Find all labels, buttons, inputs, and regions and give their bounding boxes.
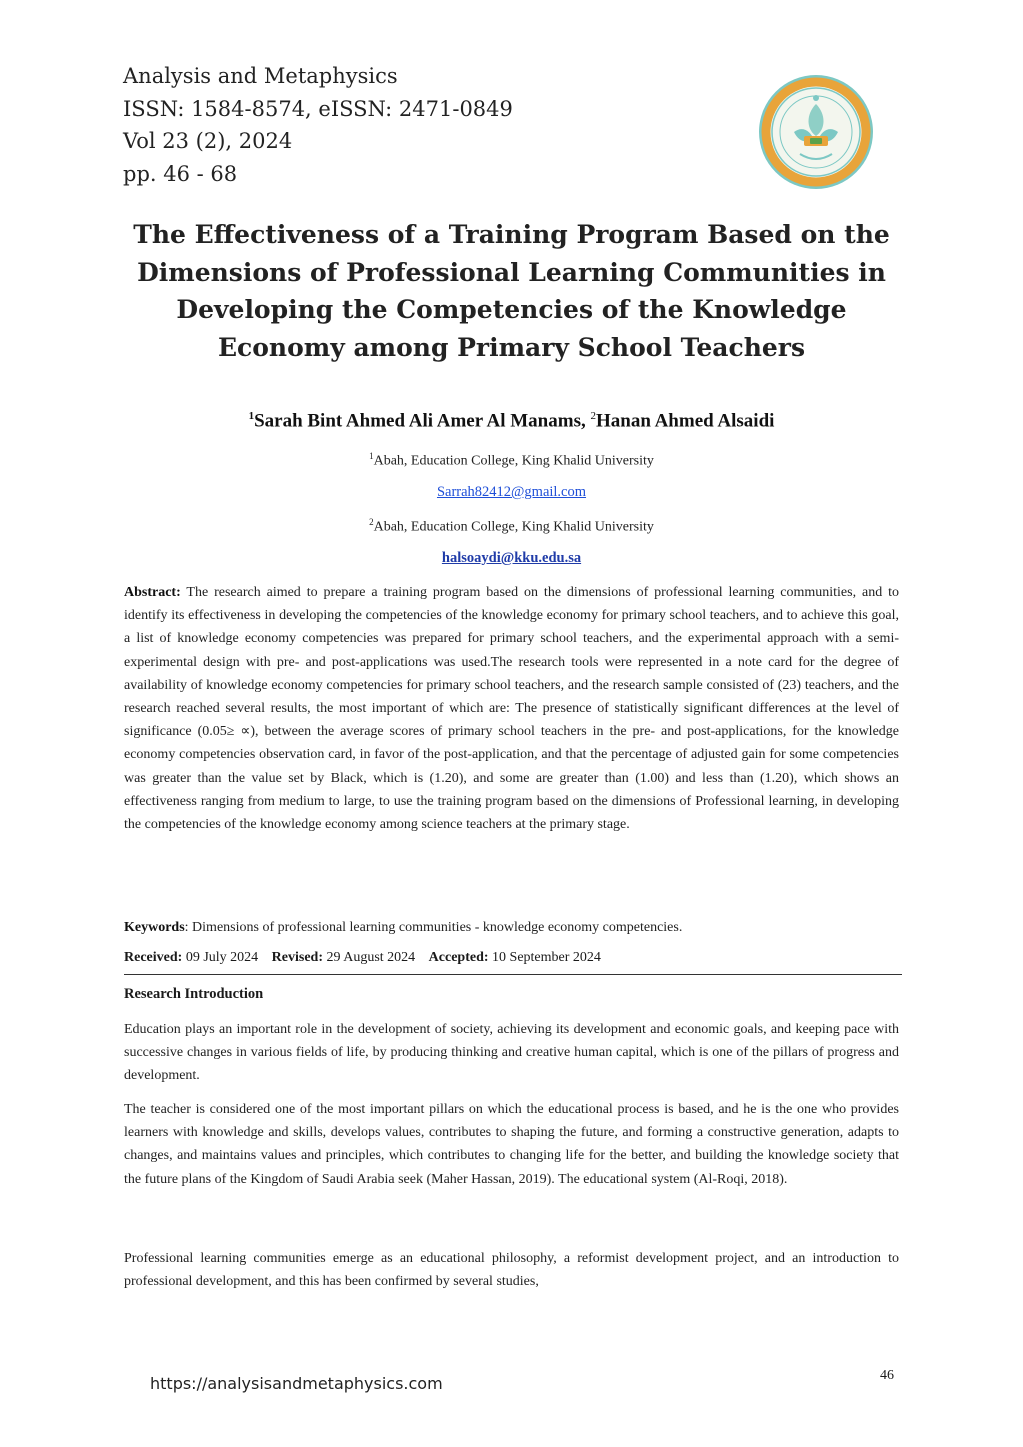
affiliation-2 xyxy=(0,517,1023,536)
email-2-link[interactable]: halsoaydi@kku.edu.sa xyxy=(441,550,582,566)
journal-name: Analysis and Metaphysics xyxy=(123,64,398,88)
author1-name: Sarah Bint Ahmed Ali Amer Al Manams, xyxy=(254,410,586,432)
keywords-label: Keywords xyxy=(124,920,185,935)
section-heading: Research Introduction xyxy=(124,986,264,1002)
affiliation-2-text: Abah, Education College, King Khalid University xyxy=(373,519,654,535)
received-date: 09 July 2024 xyxy=(182,950,259,965)
abstract-text: The research aimed to prepare a training program based on the dimensions of professional learning communities, and to identify its effectiveness in developing the competencies of the knowledge economy for primary school teachers, and to achieve this goal, a list of knowledge economy competencies was prepared for primary school teachers, and the experimental approach with a semi-experimental design with pre- and post-applications was used.The research tools were represented in a note card for the degree of availability of knowledge economy competencies for primary school teachers, and the research sample consisted of (23) teachers, and the research reached several results, the most important of which are: The presence of statistically significant differences at the level of significance (0.05≥ ∝), between the average scores of primary school teachers in the pre- and post-applications, for the knowledge economy competencies observation card, in favor of the post-application, and that the percentage of adjusted gain for some competencies was greater than the value set by Black, which is (1.20), and some are greater than (1.00) and less than (1.20), which shows an effectiveness ranging from medium to large, to use the training program based on the dimensions of Professional learning, in developing the competencies of the knowledge economy among science teachers at the primary stage. xyxy=(124,585,899,833)
footer-url[interactable]: https://analysisandmetaphysics.com xyxy=(150,1374,443,1393)
email-1-link[interactable]: Sarrah82412@gmail.com xyxy=(436,484,587,500)
journal-pages: pp. 46 - 68 xyxy=(123,161,238,186)
received-label: Received: xyxy=(124,950,183,965)
paragraph-3: Professional learning communities emerge as an educational philosophy, a reformist development project, and an introduction to professional development, and this has been confirmed by several studies, xyxy=(124,1251,899,1290)
abstract xyxy=(124,581,899,836)
journal-logo-icon xyxy=(758,74,874,190)
email-2-line xyxy=(0,550,1023,567)
accepted-label: Accepted: xyxy=(428,950,489,965)
author1-mark: 1 xyxy=(248,410,255,422)
email-1-line xyxy=(0,484,1023,501)
paragraph-1: Education plays an important role in the development of society, achieving its development and economic goals, and keeping pace with successive changes in various fields of life, by producing thinking and creative human capital, which is one of the pillars of progress and development. xyxy=(124,1022,899,1084)
affiliation-2-mark: 2 xyxy=(369,517,374,527)
article-dates xyxy=(124,950,902,975)
keywords-text: : Dimensions of professional learning communities - knowledge economy competencies. xyxy=(184,920,683,935)
keywords xyxy=(124,916,899,939)
revised-label: Revised: xyxy=(271,950,323,965)
affiliation-1 xyxy=(0,451,1023,470)
affiliation-1-text: Abah, Education College, King Khalid University xyxy=(373,453,654,469)
abstract-label: Abstract: xyxy=(124,585,181,600)
author-line xyxy=(0,410,1023,432)
paragraph-2: The teacher is considered one of the most important pillars on which the educational process is based, and he is the one who provides learners with knowledge and skills, develops values, contributes to shaping the future, and forming a constructive generation, adapts to changes, and maintains values and principles, which contributes to changing life for the better, and building the knowledge society that the future plans of the Kingdom of Saudi Arabia seek (Maher Hassan, 2019). The educational system (Al-Roqi, 2018). xyxy=(124,1102,899,1187)
affiliation-1-mark: 1 xyxy=(369,451,374,461)
author2-name: Hanan Ahmed Alsaidi xyxy=(595,410,775,432)
author2-mark: 2 xyxy=(590,410,596,422)
revised-date: 29 August 2024 xyxy=(322,950,416,965)
accepted-date: 10 September 2024 xyxy=(488,950,601,965)
journal-issn: ISSN: 1584-8574, eISSN: 2471-0849 xyxy=(123,96,513,121)
journal-header xyxy=(123,60,513,190)
page-number: 46 xyxy=(880,1368,894,1383)
journal-volume: Vol 23 (2), 2024 xyxy=(123,129,293,153)
paper-title: The Effectiveness of a Training Program Based on the Dimensions of Professional Learning Communities in Developing the Competencies of the Knowledge Economy among Primary School Teachers xyxy=(133,220,890,362)
